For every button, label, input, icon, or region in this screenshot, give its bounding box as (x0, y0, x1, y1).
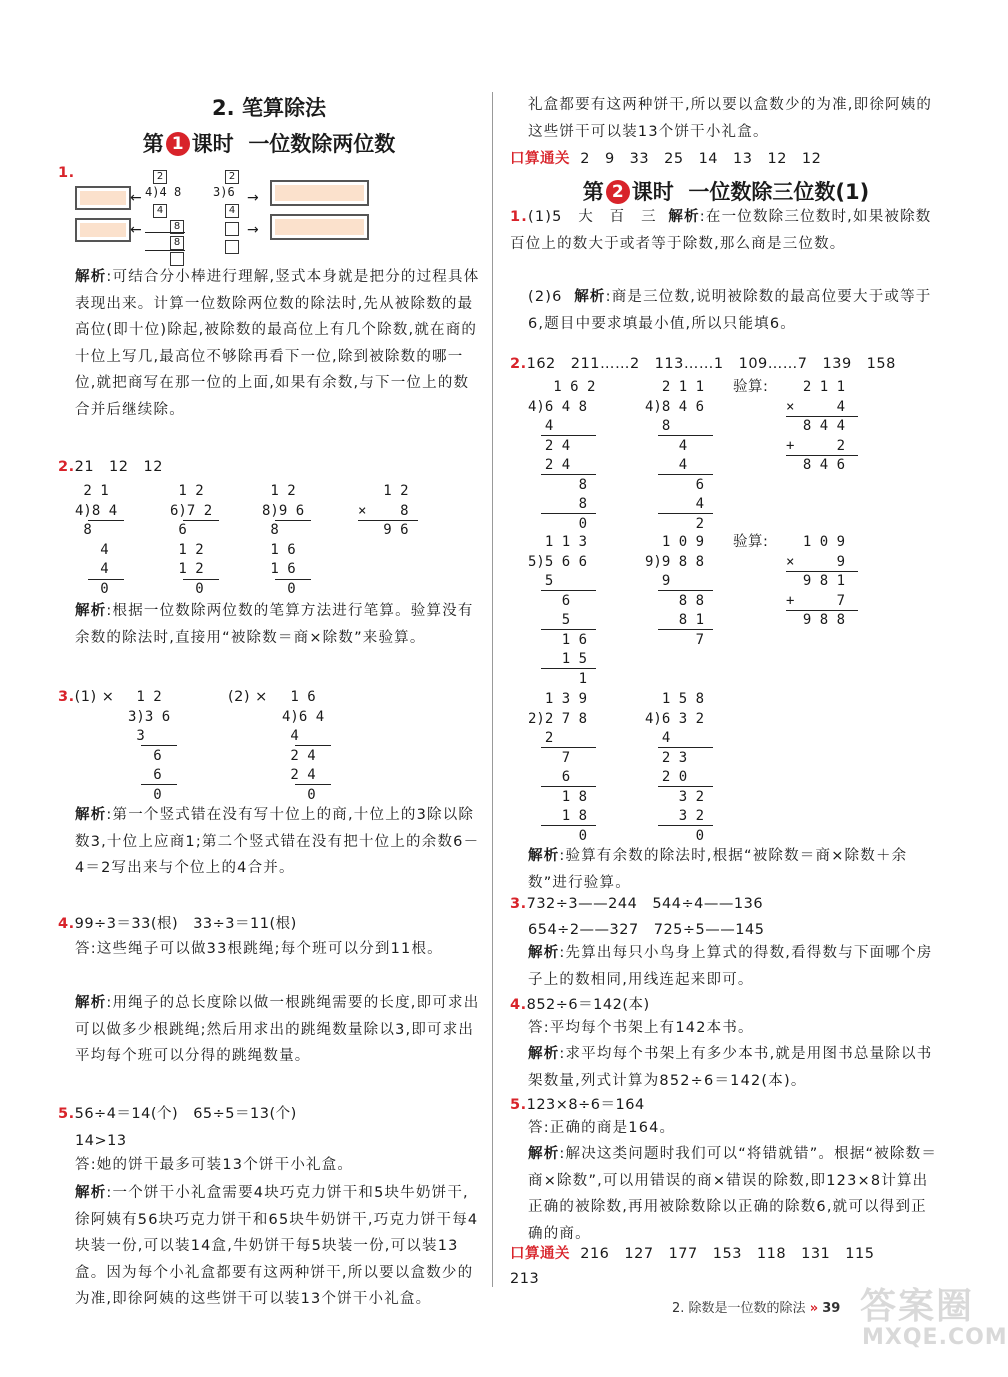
q3-number: 3. (58, 689, 75, 705)
divider-line (658, 474, 713, 475)
q1-left-box-top (75, 186, 131, 210)
r4-analysis: 解析:求平均每个书架上有多少本书,就是用图书总量除以书架数量,列式计算为852÷6＝142(本)。 (528, 1046, 933, 1089)
watermark-logo: 答案圈 (860, 1286, 975, 1327)
r2-calc-4: 1 0 9 9)9 8 8 9 8 8 8 1 7 (645, 534, 705, 648)
lesson1-number-badge: 1 (166, 132, 190, 156)
oral2-line (510, 1245, 874, 1263)
q3-calc-2: 1 6 4)6 4 4 2 4 2 4 0 (282, 689, 325, 803)
chevron-right-icon: » (809, 1301, 819, 1316)
q3-line (58, 688, 114, 706)
q1-left-box-bottom (75, 218, 131, 242)
q2-calc-2: 1 2 6)7 2 6 1 2 1 2 0 (170, 483, 213, 597)
footer-text: 2. 除数是一位数的除法 (672, 1301, 806, 1316)
divider-line (786, 610, 858, 611)
r2-calc-2: 2 1 1 4)8 4 6 8 4 4 6 4 2 (645, 379, 705, 532)
q3-part2: (2) × (228, 689, 268, 705)
r1-part2: (2)6 解析:商是三位数,说明被除数的最高位要大于或等于6,题目中要求填最小值,所以只能填6。 (528, 289, 932, 332)
divider-line (145, 232, 185, 233)
r2-answers: 162 211……2 113……1 109……7 139 158 (526, 356, 896, 372)
left-arrow-icon: ← (130, 190, 142, 206)
divider-line (658, 513, 713, 514)
q5-analysis: 解析:一个饼干小礼盒需要4块巧克力饼干和5块牛奶饼干,徐阿姨有56块巧克力饼干和65块牛奶饼干,巧克力饼干每4块装一份,可以装14盒,牛奶饼干每5块装一份,可以装13盒。因为每个小礼盒都要有这两种饼干,所以要以盒数少的为准,即徐阿姨的这些饼干可以装13个饼干小礼盒。 (75, 1185, 479, 1308)
check-label: 验算: (733, 379, 769, 395)
r2-calc-5: 1 3 9 2)2 7 8 2 7 6 1 8 1 8 0 (528, 691, 588, 844)
q1-digit-box (225, 222, 239, 236)
divider-line (541, 590, 596, 591)
r2-check-1: 2 1 1 × 4 8 4 4 + 2 8 4 6 (786, 379, 846, 473)
right-arrow-icon: → (247, 190, 259, 206)
divider-line (275, 520, 311, 521)
divider-line (295, 784, 331, 785)
section-title: 2. 笔算除法 (212, 96, 326, 120)
q3-calc-1: 1 2 3)3 6 3 6 6 0 (128, 689, 171, 803)
q4-analysis: 解析:用绳子的总长度除以做一根跳绳需要的长度,即可求出可以做多少根跳绳;然后用求出的跳绳数量除以3,即可求出平均每个班可以分得的跳绳数量。 (75, 995, 480, 1065)
r2-check-2: 1 0 9 × 9 9 8 1 + 7 9 8 8 (786, 534, 846, 628)
divider-line (658, 747, 713, 748)
r4-answer: 答:平均每个书架上有142本书。 (528, 1020, 754, 1036)
analysis-label: 解析 (574, 289, 606, 305)
page-footer (672, 1297, 840, 1316)
analysis-label: 解析 (668, 209, 700, 225)
lesson2-suffix: 课时 (631, 180, 674, 204)
divider-line (786, 571, 858, 572)
q1-analysis: 解析:可结合分小棒进行理解,竖式本身就是把分的过程具体表现出来。计算一位数除两位数的除法时,先从被除数的最高位(即十位)除起,被除数的最高位上有几个除数,就在商的十位上写几,最高位不够除再看下一位,除到被除数的哪一位,就把商写在那一位的上面,如果有余数,与下一位上的数合并后继续除。 (75, 269, 480, 418)
analysis-label: 解析 (528, 848, 560, 864)
check-label: 验算: (733, 534, 769, 550)
r5-line (510, 1096, 645, 1114)
r1-part1: 1.(1)5 大 百 三 解析:在一位数除三位数时,如果被除数百位上的数大于或者等于除数,那么商是三位数。 (510, 209, 932, 252)
r1-number: 1. (510, 209, 528, 225)
divider-line (541, 747, 596, 748)
r4-equation: 852÷6＝142(本) (526, 997, 650, 1013)
divider-line (141, 784, 177, 785)
lesson1-prefix: 第 (142, 132, 164, 156)
oral2-values: 216 127 177 153 118 131 115 (580, 1246, 875, 1262)
analysis-label: 解析 (75, 1185, 107, 1201)
r5-analysis: 解析:解决这类问题时我们可以“将错就错”。根据“被除数＝商×除数”,可以用错误的商×错误的除数,即123×8计算出正确的被除数,再用被除数除以正确的除数6,就可以得到正确的商。 (528, 1146, 938, 1242)
r2-calc-3: 1 1 3 5)5 6 6 5 6 5 1 6 1 5 1 (528, 534, 588, 687)
r4-number: 4. (510, 997, 527, 1013)
r2-calc-6: 1 5 8 4)6 3 2 4 2 3 2 0 3 2 3 2 0 (645, 691, 705, 844)
q2-answers: 21 12 12 (74, 459, 163, 475)
q5-compare: 14>13 (75, 1133, 127, 1149)
lesson2-title: 一位数除三位数(1) (688, 180, 870, 204)
divider-line (145, 250, 185, 251)
divider-line (541, 435, 596, 436)
q1-digit-box (225, 240, 239, 254)
oral1-values: 2 9 33 25 14 13 12 12 (580, 151, 822, 167)
r2-line (510, 355, 896, 373)
divider-line (88, 520, 124, 521)
analysis-label: 解析 (528, 1046, 560, 1062)
q1-digit-box: 8 (170, 220, 184, 234)
analysis-label: 解析 (75, 603, 107, 619)
lesson2-prefix: 第 (582, 180, 604, 204)
divider-line (658, 786, 713, 787)
divider-line (658, 590, 713, 591)
lesson2-heading (510, 176, 942, 206)
divider-line (541, 825, 596, 826)
q2-line (58, 458, 163, 476)
q2-calc-3: 1 2 8)9 6 8 1 6 1 6 0 (262, 483, 305, 597)
q1-digit-box: 8 (170, 236, 184, 250)
divider-line (658, 629, 713, 630)
divider-line (88, 579, 124, 580)
q4-number: 4. (58, 916, 75, 932)
lesson1-suffix: 课时 (191, 132, 234, 156)
divider-line (541, 513, 596, 514)
divider-line (541, 474, 596, 475)
divider-line (541, 629, 596, 630)
q1-digit-box: 2 (153, 170, 167, 184)
divider-line (541, 668, 596, 669)
r3-line1: 3.732÷3——244 544÷4——136 (510, 896, 764, 912)
analysis-label: 解析 (528, 1146, 560, 1162)
column-divider (492, 92, 493, 1287)
r5-answer: 答:正确的商是164。 (528, 1120, 676, 1136)
divider-line (183, 520, 219, 521)
q2-calc-1: 2 1 4)8 4 8 4 4 0 (75, 483, 118, 597)
analysis-label: 解析 (75, 269, 107, 285)
q4-equation: 99÷3＝33(根) 33÷3＝11(根) (74, 916, 297, 932)
q4-answer: 答:这些绳子可以做33根跳绳;每个班可以分到11根。 (75, 941, 443, 957)
q1-digit-box: 2 (225, 170, 239, 184)
divider-line (786, 455, 858, 456)
q3-analysis: 解析:第一个竖式错在没有写十位上的商,十位上的3除以除数3,十位上应商1;第二个竖式错在没有把十位上的余数6－4＝2写出来与个位上的4合并。 (75, 807, 480, 877)
q5-equation: 56÷4＝14(个) 65÷5＝13(个) (74, 1106, 297, 1122)
lesson2-number-badge: 2 (606, 180, 630, 204)
q1-calc-left: 4)4 8 (145, 185, 182, 199)
q3-part1: (1) × (74, 689, 115, 705)
right-arrow-icon: → (247, 222, 259, 238)
divider-line (658, 435, 713, 436)
analysis-label: 解析 (75, 995, 107, 1011)
divider-line (275, 579, 311, 580)
q2-number: 2. (58, 459, 75, 475)
divider-line (295, 745, 331, 746)
lesson1-title: 一位数除两位数 (248, 132, 396, 156)
q4-line (58, 915, 297, 933)
analysis-label: 解析 (528, 945, 560, 961)
lesson1-heading (58, 128, 480, 158)
divider-line (141, 745, 177, 746)
r2-number: 2. (510, 356, 527, 372)
q5-number: 5. (58, 1106, 75, 1122)
oral2-extra: 213 (510, 1271, 540, 1287)
oral1-line (510, 150, 821, 168)
q1-calc-right: 3)6 (213, 185, 235, 199)
r5-equation: 123×8÷6＝164 (526, 1097, 645, 1113)
q5-analysis-continued: 礼盒都要有这两种饼干,所以要以盒数少的为准,即徐阿姨的这些饼干可以装13个饼干小礼盒。 (528, 97, 933, 140)
r3-line2: 654÷2——327 725÷5——145 (528, 922, 765, 938)
left-arrow-icon: ← (130, 222, 142, 238)
analysis-label: 解析 (75, 807, 107, 823)
divider-line (358, 520, 418, 521)
oral1-label: 口算通关 (510, 151, 570, 167)
q1-right-box-top (270, 180, 369, 206)
divider-line (541, 786, 596, 787)
r2-analysis: 解析:验算有余数的除法时,根据“被除数＝商×除数＋余数”进行验算。 (528, 848, 908, 891)
q1-digit-box: 4 (153, 204, 167, 218)
q1-number: 1. (58, 165, 75, 181)
q1-figure (75, 170, 410, 260)
r2-calc-1: 1 6 2 4)6 4 8 4 2 4 2 4 8 8 0 (528, 379, 596, 532)
q1-right-box-bottom (270, 214, 369, 240)
page-number: 39 (822, 1301, 841, 1316)
q2-calc-4: 1 2 × 8 9 6 (358, 483, 409, 538)
q1-digit-box: 4 (225, 204, 239, 218)
q5-line (58, 1105, 297, 1123)
divider-line (183, 579, 219, 580)
r3-number: 3. (510, 896, 527, 912)
watermark-url: MXQE.COM (862, 1325, 1008, 1350)
r4-line (510, 996, 650, 1014)
divider-line (786, 416, 858, 417)
r5-number: 5. (510, 1097, 527, 1113)
oral2-label: 口算通关 (510, 1246, 570, 1262)
q5-answer: 答:她的饼干最多可装13个饼干小礼盒。 (75, 1157, 354, 1173)
divider-line (658, 825, 713, 826)
r3-analysis: 解析:先算出每只小鸟身上算式的得数,看得数与下面哪个房子上的数相同,用线连起来即可。 (528, 945, 933, 988)
q2-analysis: 解析:根据一位数除两位数的笔算方法进行笔算。验算没有余数的除法时,直接用“被除数＝商×除数”来验算。 (75, 603, 474, 646)
